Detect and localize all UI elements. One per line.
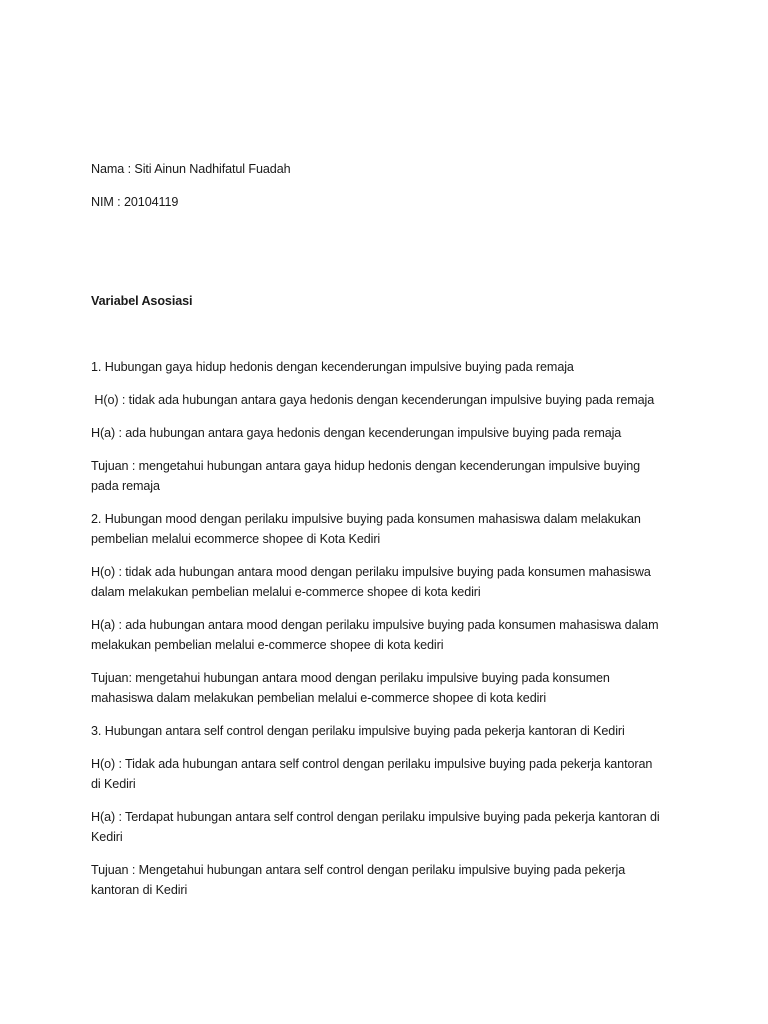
item-3-ha-line-2: Kediri xyxy=(91,830,123,844)
item-1-title: 1. Hubungan gaya hidup hedonis dengan kecenderungan impulsive buying pada remaja xyxy=(91,360,574,374)
item-2-title xyxy=(91,509,691,549)
item-3-goal-line-2: kantoran di Kediri xyxy=(91,883,188,897)
item-2-ha-line-1: H(a) : ada hubungan antara mood dengan perilaku impulsive buying pada konsumen mahasiswa dalam xyxy=(91,618,659,632)
item-2-goal-line-1: Tujuan: mengetahui hubungan antara mood dengan perilaku impulsive buying pada konsumen xyxy=(91,671,610,685)
item-3-title: 3. Hubungan antara self control dengan perilaku impulsive buying pada pekerja kantoran di Kediri xyxy=(91,724,625,738)
item-2-goal xyxy=(91,668,691,708)
item-2-ho-line-1: H(o) : tidak ada hubungan antara mood dengan perilaku impulsive buying pada konsumen mahasiswa xyxy=(91,565,651,579)
item-2-hypothesis-null xyxy=(91,562,691,602)
item-3-hypothesis-alt xyxy=(91,807,691,847)
item-2-ho-line-2: dalam melakukan pembelian melalui e-commerce shopee di kota kediri xyxy=(91,585,481,599)
item-3-goal xyxy=(91,860,691,900)
item-2-ha-line-2: melakukan pembelian melalui e-commerce shopee di kota kediri xyxy=(91,638,444,652)
item-2-hypothesis-alt xyxy=(91,615,691,655)
item-1-goal-line-1: Tujuan : mengetahui hubungan antara gaya hidup hedonis dengan kecenderungan impulsive buying xyxy=(91,459,641,473)
item-1-goal xyxy=(91,456,691,496)
item-3-ho-line-2: di Kediri xyxy=(91,777,136,791)
item-3-hypothesis-null xyxy=(91,754,691,794)
item-1-hypothesis-alt: H(a) : ada hubungan antara gaya hedonis dengan kecenderungan impulsive buying pada remaja xyxy=(91,426,622,440)
nim-line: NIM : 20104119 xyxy=(91,195,179,209)
item-2-goal-line-2: mahasiswa dalam melakukan pembelian melalui e-commerce shopee di kota kediri xyxy=(91,691,547,705)
document-body xyxy=(91,159,691,900)
section-title: Variabel Asosiasi xyxy=(91,294,193,308)
name-line: Nama : Siti Ainun Nadhifatul Fuadah xyxy=(91,162,291,176)
item-1-goal-line-2: pada remaja xyxy=(91,479,160,493)
item-2-title-line-2: pembelian melalui ecommerce shopee di Kota Kediri xyxy=(91,532,381,546)
item-3-ha-line-1: H(a) : Terdapat hubungan antara self control dengan perilaku impulsive buying pada pekerja kantoran di xyxy=(91,810,660,824)
item-1-hypothesis-null: H(o) : tidak ada hubungan antara gaya hedonis dengan kecenderungan impulsive buying pada remaja xyxy=(91,393,655,407)
item-3-ho-line-1: H(o) : Tidak ada hubungan antara self control dengan perilaku impulsive buying pada pekerja kantoran xyxy=(91,757,653,771)
item-2-title-line-1: 2. Hubungan mood dengan perilaku impulsive buying pada konsumen mahasiswa dalam melakukan xyxy=(91,512,641,526)
item-3-goal-line-1: Tujuan : Mengetahui hubungan antara self control dengan perilaku impulsive buying pada pekerja xyxy=(91,863,626,877)
